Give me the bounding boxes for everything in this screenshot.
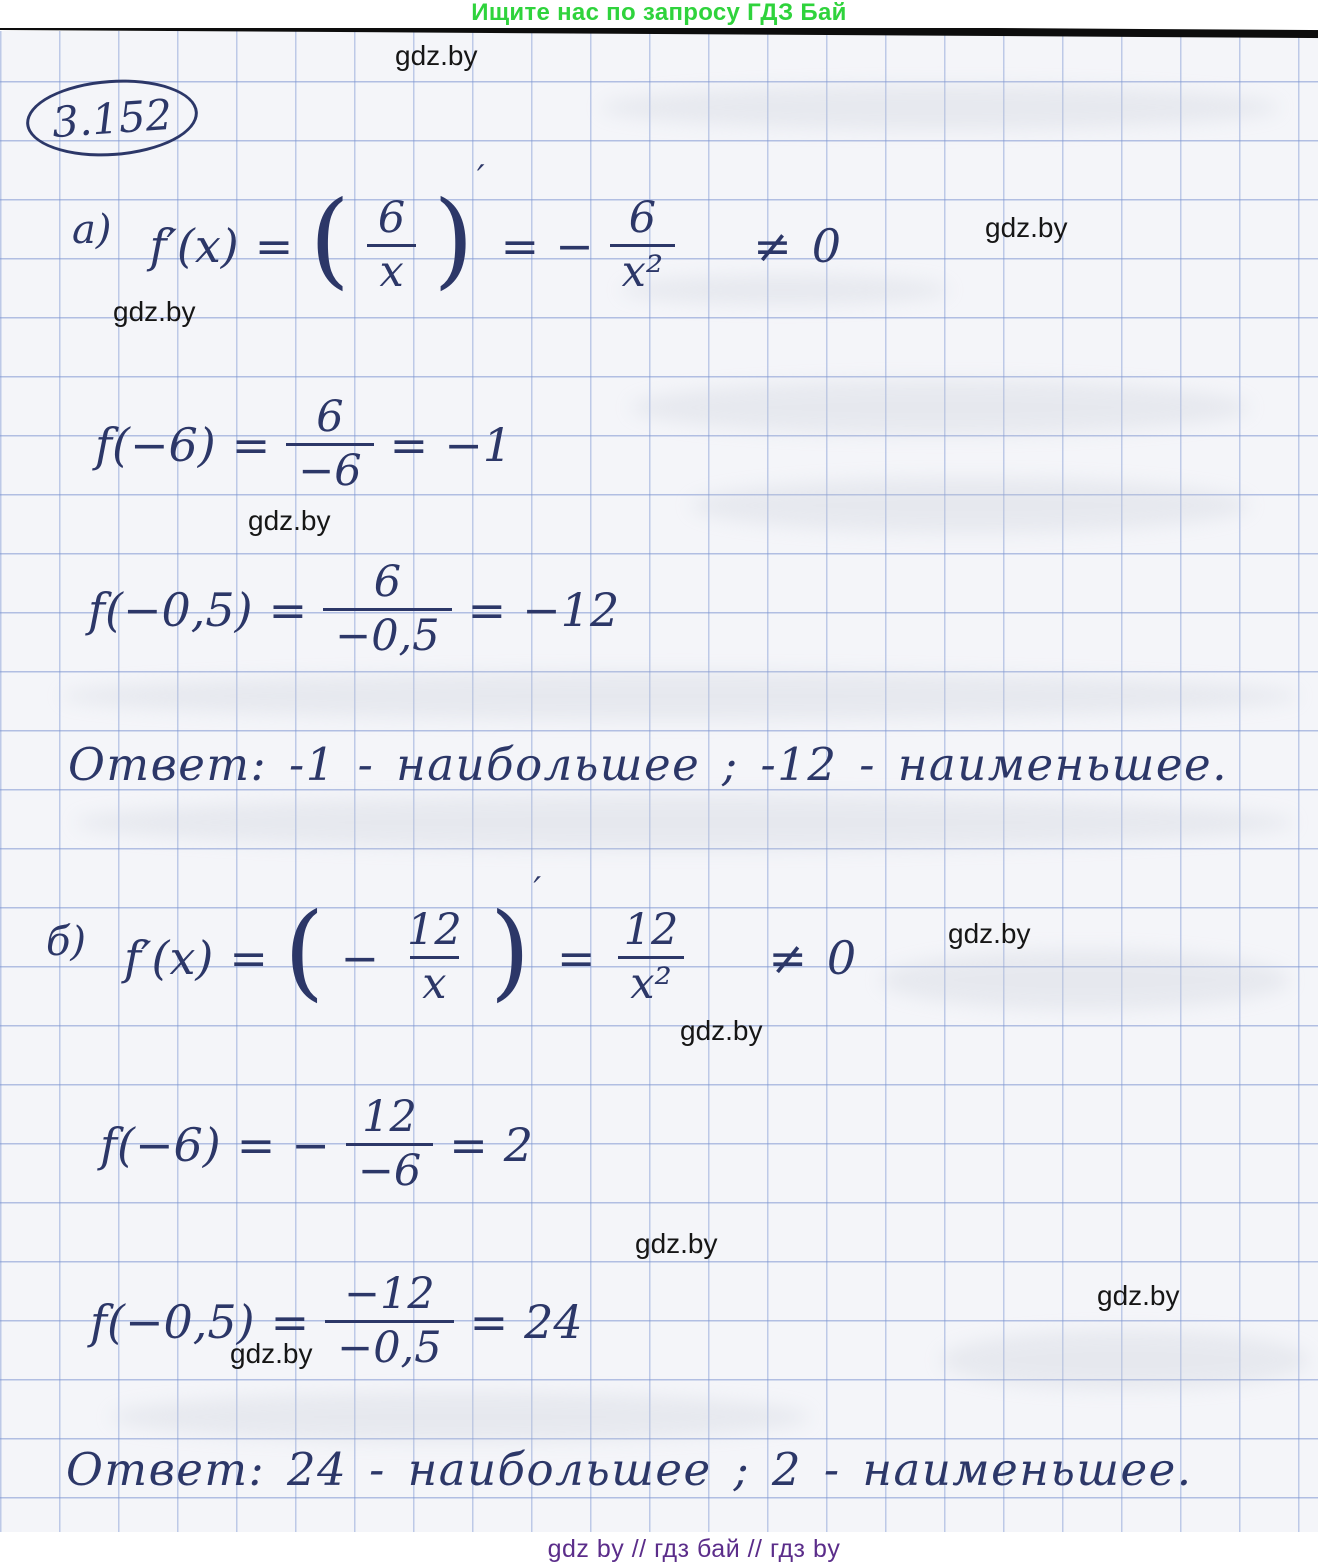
numerator: 6 bbox=[316, 392, 344, 442]
fraction-6-over-x2 bbox=[610, 193, 676, 298]
fraction-6-over-minus05 bbox=[323, 557, 451, 662]
function-value-lhs: f(−0,5) bbox=[88, 582, 253, 637]
equals-sign: = bbox=[500, 218, 540, 273]
fraction-12-over-x2 bbox=[612, 905, 691, 1010]
fraction-6-over-x bbox=[366, 193, 417, 298]
part-a-label: а) bbox=[72, 206, 112, 253]
equals-sign: = bbox=[268, 582, 308, 637]
site-footer bbox=[0, 1532, 1318, 1563]
gdzby-watermark: gdz.by bbox=[985, 212, 1068, 243]
part-b-answer: Ответ: 24 - наибольшее ; 2 - наименьшее. bbox=[66, 1443, 1193, 1496]
equals-sign: = bbox=[557, 930, 596, 985]
numerator: 12 bbox=[362, 1092, 417, 1142]
right-paren: ) bbox=[489, 890, 531, 1013]
prime-mark: ′ bbox=[476, 158, 485, 199]
minus-sign: − bbox=[340, 930, 380, 985]
left-paren: ( bbox=[283, 890, 325, 1013]
numerator: 12 bbox=[623, 905, 679, 955]
equals-sign: = bbox=[236, 1117, 276, 1172]
bleed-through-smudge bbox=[630, 380, 1250, 435]
not-equal-sign: ≠ bbox=[753, 218, 792, 273]
function-value-lhs: f(−0,5) bbox=[90, 1294, 255, 1349]
bleed-through-smudge bbox=[600, 85, 1280, 130]
gdzby-watermark: gdz.by bbox=[1097, 1280, 1180, 1311]
gdzby-watermark: gdz.by bbox=[395, 40, 478, 71]
function-value-lhs: f(−6) bbox=[100, 1117, 221, 1172]
numerator: 12 bbox=[407, 905, 462, 955]
denominator: x² bbox=[610, 244, 676, 295]
numerator: 6 bbox=[377, 193, 406, 243]
site-footer-text: gdz by // гдз бай // гдз by bbox=[547, 1535, 841, 1563]
result-value: 2 bbox=[503, 1117, 534, 1172]
denominator: x² bbox=[618, 956, 684, 1007]
equals-sign: = bbox=[254, 218, 294, 273]
part-b-derivative-line bbox=[46, 870, 857, 1013]
bleed-through-smudge bbox=[880, 950, 1290, 1010]
result-value: −1 bbox=[444, 417, 513, 472]
denominator: −0,5 bbox=[325, 1320, 453, 1371]
gdzby-watermark: gdz.by bbox=[948, 918, 1031, 949]
equals-sign: = bbox=[467, 582, 507, 637]
equals-sign: = bbox=[389, 417, 429, 472]
part-a-value-line-2 bbox=[88, 557, 620, 662]
prime-mark: ′ bbox=[533, 870, 542, 911]
bleed-through-smudge bbox=[690, 478, 1250, 533]
fraction-12-over-x bbox=[395, 905, 474, 1010]
denominator: x bbox=[367, 244, 415, 295]
gdzby-watermark: gdz.by bbox=[680, 1015, 763, 1046]
bleed-through-smudge bbox=[940, 1330, 1310, 1390]
right-paren-prime bbox=[433, 158, 485, 301]
minus-sign: − bbox=[555, 218, 594, 273]
numerator: 6 bbox=[373, 557, 402, 607]
left-paren: ( bbox=[309, 178, 350, 301]
equals-sign: = bbox=[469, 1294, 509, 1349]
equals-sign: = bbox=[229, 930, 268, 985]
denominator: −0,5 bbox=[323, 608, 451, 659]
promo-header bbox=[0, 0, 1318, 28]
numerator: 6 bbox=[628, 193, 657, 243]
problem-number-text: 3.152 bbox=[50, 89, 174, 147]
bleed-through-smudge bbox=[75, 795, 1295, 850]
fraction-minus12-over-minus05 bbox=[325, 1269, 453, 1374]
derivative-lhs: f′(x) bbox=[149, 218, 239, 273]
not-equal-zero bbox=[753, 219, 841, 273]
result-value: −12 bbox=[522, 582, 620, 637]
zero: 0 bbox=[826, 930, 857, 985]
not-equal-zero bbox=[768, 931, 856, 985]
part-b-value-line-2 bbox=[90, 1269, 583, 1374]
gdzby-watermark: gdz.by bbox=[248, 505, 331, 536]
part-a-answer: Ответ: -1 - наибольшее ; -12 - наименьшее. bbox=[68, 738, 1228, 791]
fraction-12-over-minus6 bbox=[346, 1092, 433, 1197]
right-paren: ) bbox=[433, 178, 474, 301]
gdzby-watermark: gdz.by bbox=[230, 1338, 313, 1369]
part-a-derivative-line bbox=[72, 158, 841, 301]
equals-sign: = bbox=[449, 1117, 488, 1172]
equals-sign: = bbox=[270, 1294, 310, 1349]
part-b-value-line-1 bbox=[100, 1092, 534, 1197]
not-equal-sign: ≠ bbox=[768, 930, 807, 985]
minus-sign: − bbox=[291, 1117, 330, 1172]
fraction-6-over-minus6 bbox=[286, 392, 373, 497]
part-b-label: б) bbox=[46, 918, 87, 965]
gdzby-watermark: gdz.by bbox=[635, 1228, 718, 1259]
bleed-through-smudge bbox=[60, 672, 1300, 720]
equals-sign: = bbox=[231, 417, 271, 472]
numerator: −12 bbox=[344, 1269, 435, 1319]
promo-header-text: Ищите нас по запросу ГДЗ Бай bbox=[471, 0, 847, 26]
right-paren-prime bbox=[489, 870, 542, 1013]
gdzby-watermark: gdz.by bbox=[113, 296, 196, 327]
denominator: −6 bbox=[286, 443, 373, 494]
derivative-lhs: f′(x) bbox=[124, 930, 214, 985]
denominator: x bbox=[410, 956, 458, 1007]
bleed-through-smudge bbox=[110, 1392, 810, 1442]
zero: 0 bbox=[811, 218, 841, 273]
result-value: 24 bbox=[524, 1294, 583, 1349]
function-value-lhs: f(−6) bbox=[95, 417, 216, 472]
denominator: −6 bbox=[346, 1143, 433, 1194]
part-a-value-line-1 bbox=[95, 392, 513, 497]
